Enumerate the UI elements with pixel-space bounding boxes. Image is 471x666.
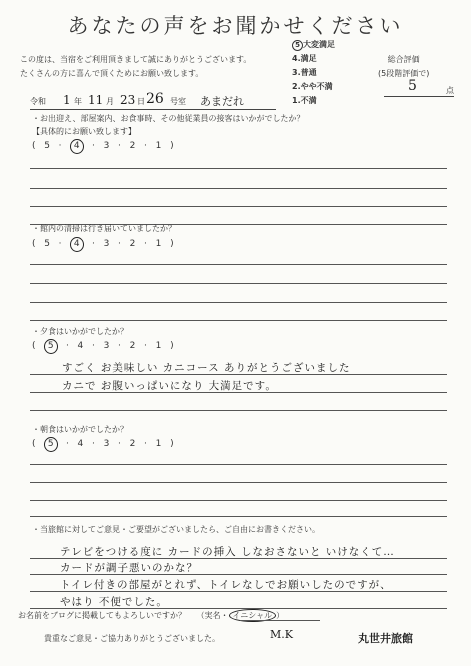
question-service-sub: 【具体的にお願い致します】 [32, 127, 136, 136]
rating-cleaning [32, 237, 175, 252]
scale-num-circled: 5 [292, 40, 303, 51]
question-free-comment: ・当旅館に対してご意見・ご要望がございましたら、ご自由にお書きください。 [32, 525, 320, 534]
initial-option-selected: イニシャル [229, 609, 277, 622]
scale-num: 1. [292, 96, 301, 105]
intro-line: この度は、当宿をご利用頂きまして誠にありがとうございます。 [20, 55, 252, 64]
overall-label: 総合評価 [387, 55, 420, 64]
free-comment-answer: カードが調子悪いのかな？ [60, 562, 198, 574]
rating-post: · 3 · 2 · 1 ) [84, 239, 175, 249]
answer-line [30, 591, 447, 592]
month-unit: 月 [106, 97, 114, 106]
free-comment-answer: やはり 不便でした。 [60, 596, 168, 608]
initials-line [240, 620, 320, 621]
name-label: （実名・ [196, 611, 229, 620]
room-name: あまだれ [200, 95, 244, 108]
stay-info-row [30, 93, 276, 110]
ryokan-name: 丸世井旅館 [358, 632, 413, 645]
rating-post: · 4 · 3 · 2 · 1 ) [58, 341, 175, 351]
thanks-text: 貴重なご意見・ご協力ありがとうございました。 [44, 634, 220, 643]
blog-question: お名前をブログに掲載してもよろしいですか？ [18, 611, 186, 620]
free-comment-answer: トイレ付きの部屋がとれず、トイレなしでお願いしたのですが、 [60, 579, 392, 591]
month-value: 11 [88, 93, 104, 107]
intro-text [20, 53, 251, 81]
answer-line [30, 188, 447, 189]
scale-num: 4. [292, 54, 301, 63]
free-comment-answer: テレビをつける度に カードの挿入 しなおさないと いけなくて… [60, 546, 395, 558]
scale-label: 満足 [300, 54, 317, 63]
name-close: ） [276, 611, 285, 620]
answer-line [30, 206, 447, 207]
initials-value: M.K [270, 628, 293, 641]
room-number: 26 [146, 91, 164, 107]
scale-label: 普通 [300, 68, 317, 77]
scale-item [292, 66, 335, 80]
year-unit: 年 [74, 97, 82, 106]
answer-line [30, 482, 447, 483]
day-value: 23 [120, 93, 136, 107]
rating-selected: 5 [44, 437, 58, 452]
scale-label: 不満 [300, 96, 317, 105]
answer-line [30, 500, 447, 501]
overall-sub: (5段階評価で) [378, 69, 430, 78]
overall-score-field [384, 78, 454, 97]
answer-line [30, 283, 447, 284]
question-cleaning: ・館内の清掃は行き届いていましたか？ [32, 224, 176, 233]
rating-pre: ( 5 · [32, 239, 71, 249]
question-breakfast: ・朝食はいかがでしたか？ [32, 425, 128, 434]
scale-num: 3. [292, 68, 301, 77]
rating-pre: ( [32, 341, 45, 351]
rating-dinner [32, 339, 175, 354]
scale-label: 大変満足 [303, 40, 335, 49]
rating-selected: 4 [70, 139, 84, 154]
rating-post: · 3 · 2 · 1 ) [84, 141, 175, 151]
answer-line [30, 558, 447, 559]
answer-line [30, 302, 447, 303]
rating-selected: 5 [44, 339, 58, 354]
rating-service [32, 139, 175, 154]
era-label: 令和 [30, 97, 46, 106]
rating-scale-legend [292, 38, 335, 108]
page-title: あなたの声をお聞かせください [67, 14, 404, 38]
rating-post: · 4 · 3 · 2 · 1 ) [58, 439, 175, 449]
day-unit: 日 [137, 97, 145, 106]
scale-item [292, 38, 335, 52]
answer-line [30, 574, 447, 575]
room-unit: 号室 [170, 97, 186, 106]
dinner-answer: すごく お美味しい カニコース ありがとうございました [62, 362, 351, 374]
rating-selected: 4 [70, 237, 84, 252]
answer-line [30, 264, 447, 265]
answer-line [30, 320, 447, 321]
question-dinner: ・夕食はいかがでしたか？ [32, 327, 128, 336]
intro-line: たくさんの方に喜んで頂くためにお願い致します。 [20, 69, 204, 78]
year-value: 1 [63, 93, 71, 107]
overall-score-unit: 点 [446, 86, 454, 95]
scale-item [292, 94, 335, 108]
rating-breakfast [32, 437, 175, 452]
rating-pre: ( [32, 439, 45, 449]
overall-rating [378, 53, 429, 81]
answer-line [30, 392, 447, 393]
overall-score: 5 [408, 78, 417, 94]
answer-line [30, 464, 447, 465]
scale-num: 2. [292, 82, 301, 91]
scale-item [292, 80, 335, 94]
question-service: ・お出迎え、部屋案内、お食事時、その他従業員の接客はいかがでしたか？ [32, 114, 305, 123]
answer-line [30, 410, 447, 411]
answer-line [30, 374, 447, 375]
answer-line [30, 516, 447, 517]
dinner-answer: カニで お腹いっぱいになり 大満足です。 [62, 380, 277, 392]
scale-item [292, 52, 335, 66]
answer-line [30, 168, 447, 169]
scale-label: やや不満 [300, 82, 333, 91]
rating-pre: ( 5 · [32, 141, 71, 151]
